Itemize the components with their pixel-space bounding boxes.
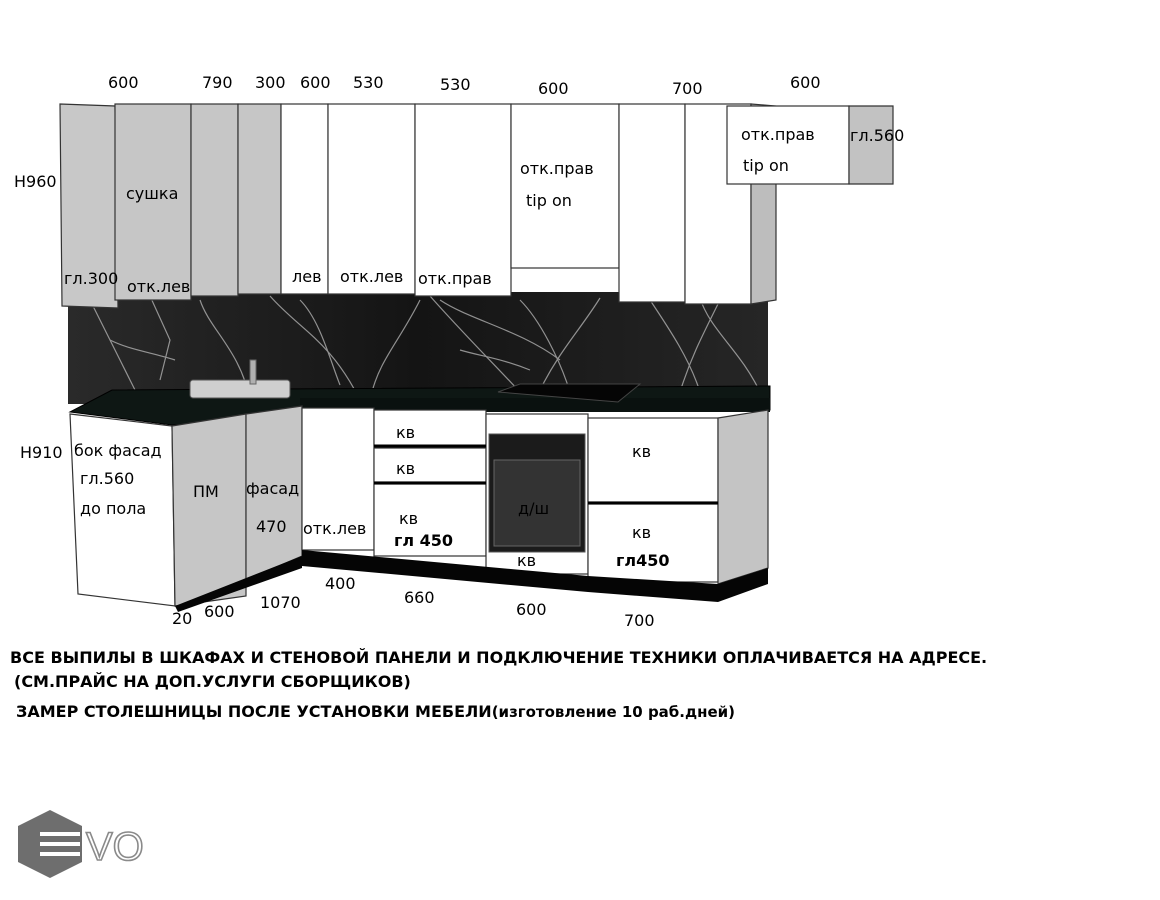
upper-door-otk-prav [415,104,511,296]
label-gl450-2: гл450 [616,551,670,570]
label-tip-on-2: tip on [743,156,789,175]
upper-door-otk-lev [328,104,415,294]
dim-top-2: 790 [202,73,233,92]
dim-top-3: 300 [255,73,286,92]
dim-bottom-2: 600 [204,602,235,621]
dim-bottom-1: 20 [172,609,193,628]
label-kv-5: кв [632,523,652,542]
label-gl560-upper: гл.560 [850,126,905,145]
dim-bottom-4: 400 [325,574,356,593]
upper-small-side [849,106,893,184]
label-gl450-1: гл 450 [394,531,454,550]
dim-upper-height: H960 [14,172,57,191]
label-gl300: гл.300 [64,269,119,288]
label-kv-3: кв [399,509,419,528]
label-gl560-lower: гл.560 [80,469,135,488]
upper-door-tip-on [511,104,619,268]
label-do-pola: до пола [80,499,147,518]
note-line-3-main: ЗАМЕР СТОЛЕШНИЦЫ ПОСЛЕ УСТАНОВКИ МЕБЕЛИ [16,702,492,721]
sink [190,380,290,398]
upper-door-grey-3 [238,104,281,294]
dim-top-5: 530 [353,73,384,92]
label-otk-lev-2: отк.лев [340,267,404,286]
lower-cabinets [70,406,768,612]
upper-door-grey-2 [191,104,238,296]
dim-top-4: 600 [300,73,331,92]
label-otk-prav-3: отк.прав [741,125,815,144]
label-kv-1: кв [396,423,416,442]
note-line-3-sub: (изготовление 10 раб.дней) [491,703,735,721]
label-dsh: д/ш [518,499,550,518]
label-kv-4: кв [632,442,652,461]
dim-top-9: 600 [790,73,821,92]
lower-drawer-1 [374,410,486,446]
dim-top-1: 600 [108,73,139,92]
note-line-1: ВСЕ ВЫПИЛЫ В ШКАФАХ И СТЕНОВОЙ ПАНЕЛИ И ПОДКЛЮЧЕНИЕ ТЕХНИКИ ОПЛАЧИВАЕТСЯ НА АДРЕСЕ. [10,648,988,667]
lower-drawer-5 [588,504,718,582]
label-fasad: фасад [246,479,300,498]
label-otk-prav-1: отк.прав [418,269,492,288]
lower-dishwasher-pm [172,414,246,606]
evo-logo [18,810,144,878]
dim-bottom-5: 660 [404,588,435,607]
lower-drawer-4 [588,418,718,502]
dim-bottom-3: 1070 [260,593,301,612]
dim-bottom-6: 600 [516,600,547,619]
dim-bottom-7: 700 [624,611,655,630]
label-lev: лев [292,267,322,286]
label-otk-prav-2: отк.прав [520,159,594,178]
label-pm: ПМ [193,482,219,501]
label-fasad-470: 470 [256,517,287,536]
logo-text: VO [86,825,144,869]
dim-top-6: 530 [440,75,471,94]
dim-lower-height: H910 [20,443,63,462]
label-sushka: сушка [126,184,179,203]
label-tip-on-1: tip on [526,191,572,210]
note-line-3 [16,702,735,721]
lower-drawer-2 [374,448,486,482]
label-kv-oven: кв [517,551,537,570]
label-otk-lev-1: отк.лев [127,277,191,296]
label-otk-lev-lower: отк.лев [303,519,367,538]
dim-top-8: 700 [672,79,703,98]
dim-top-7: 600 [538,79,569,98]
note-line-2: (СМ.ПРАЙС НА ДОП.УСЛУГИ СБОРЩИКОВ) [14,672,411,691]
upper-door-700a [619,104,685,302]
label-bok-fasad: бок фасад [74,441,162,460]
lower-side-right [718,410,768,584]
label-kv-2: кв [396,459,416,478]
faucet [250,360,256,384]
upper-door-left [281,104,328,294]
